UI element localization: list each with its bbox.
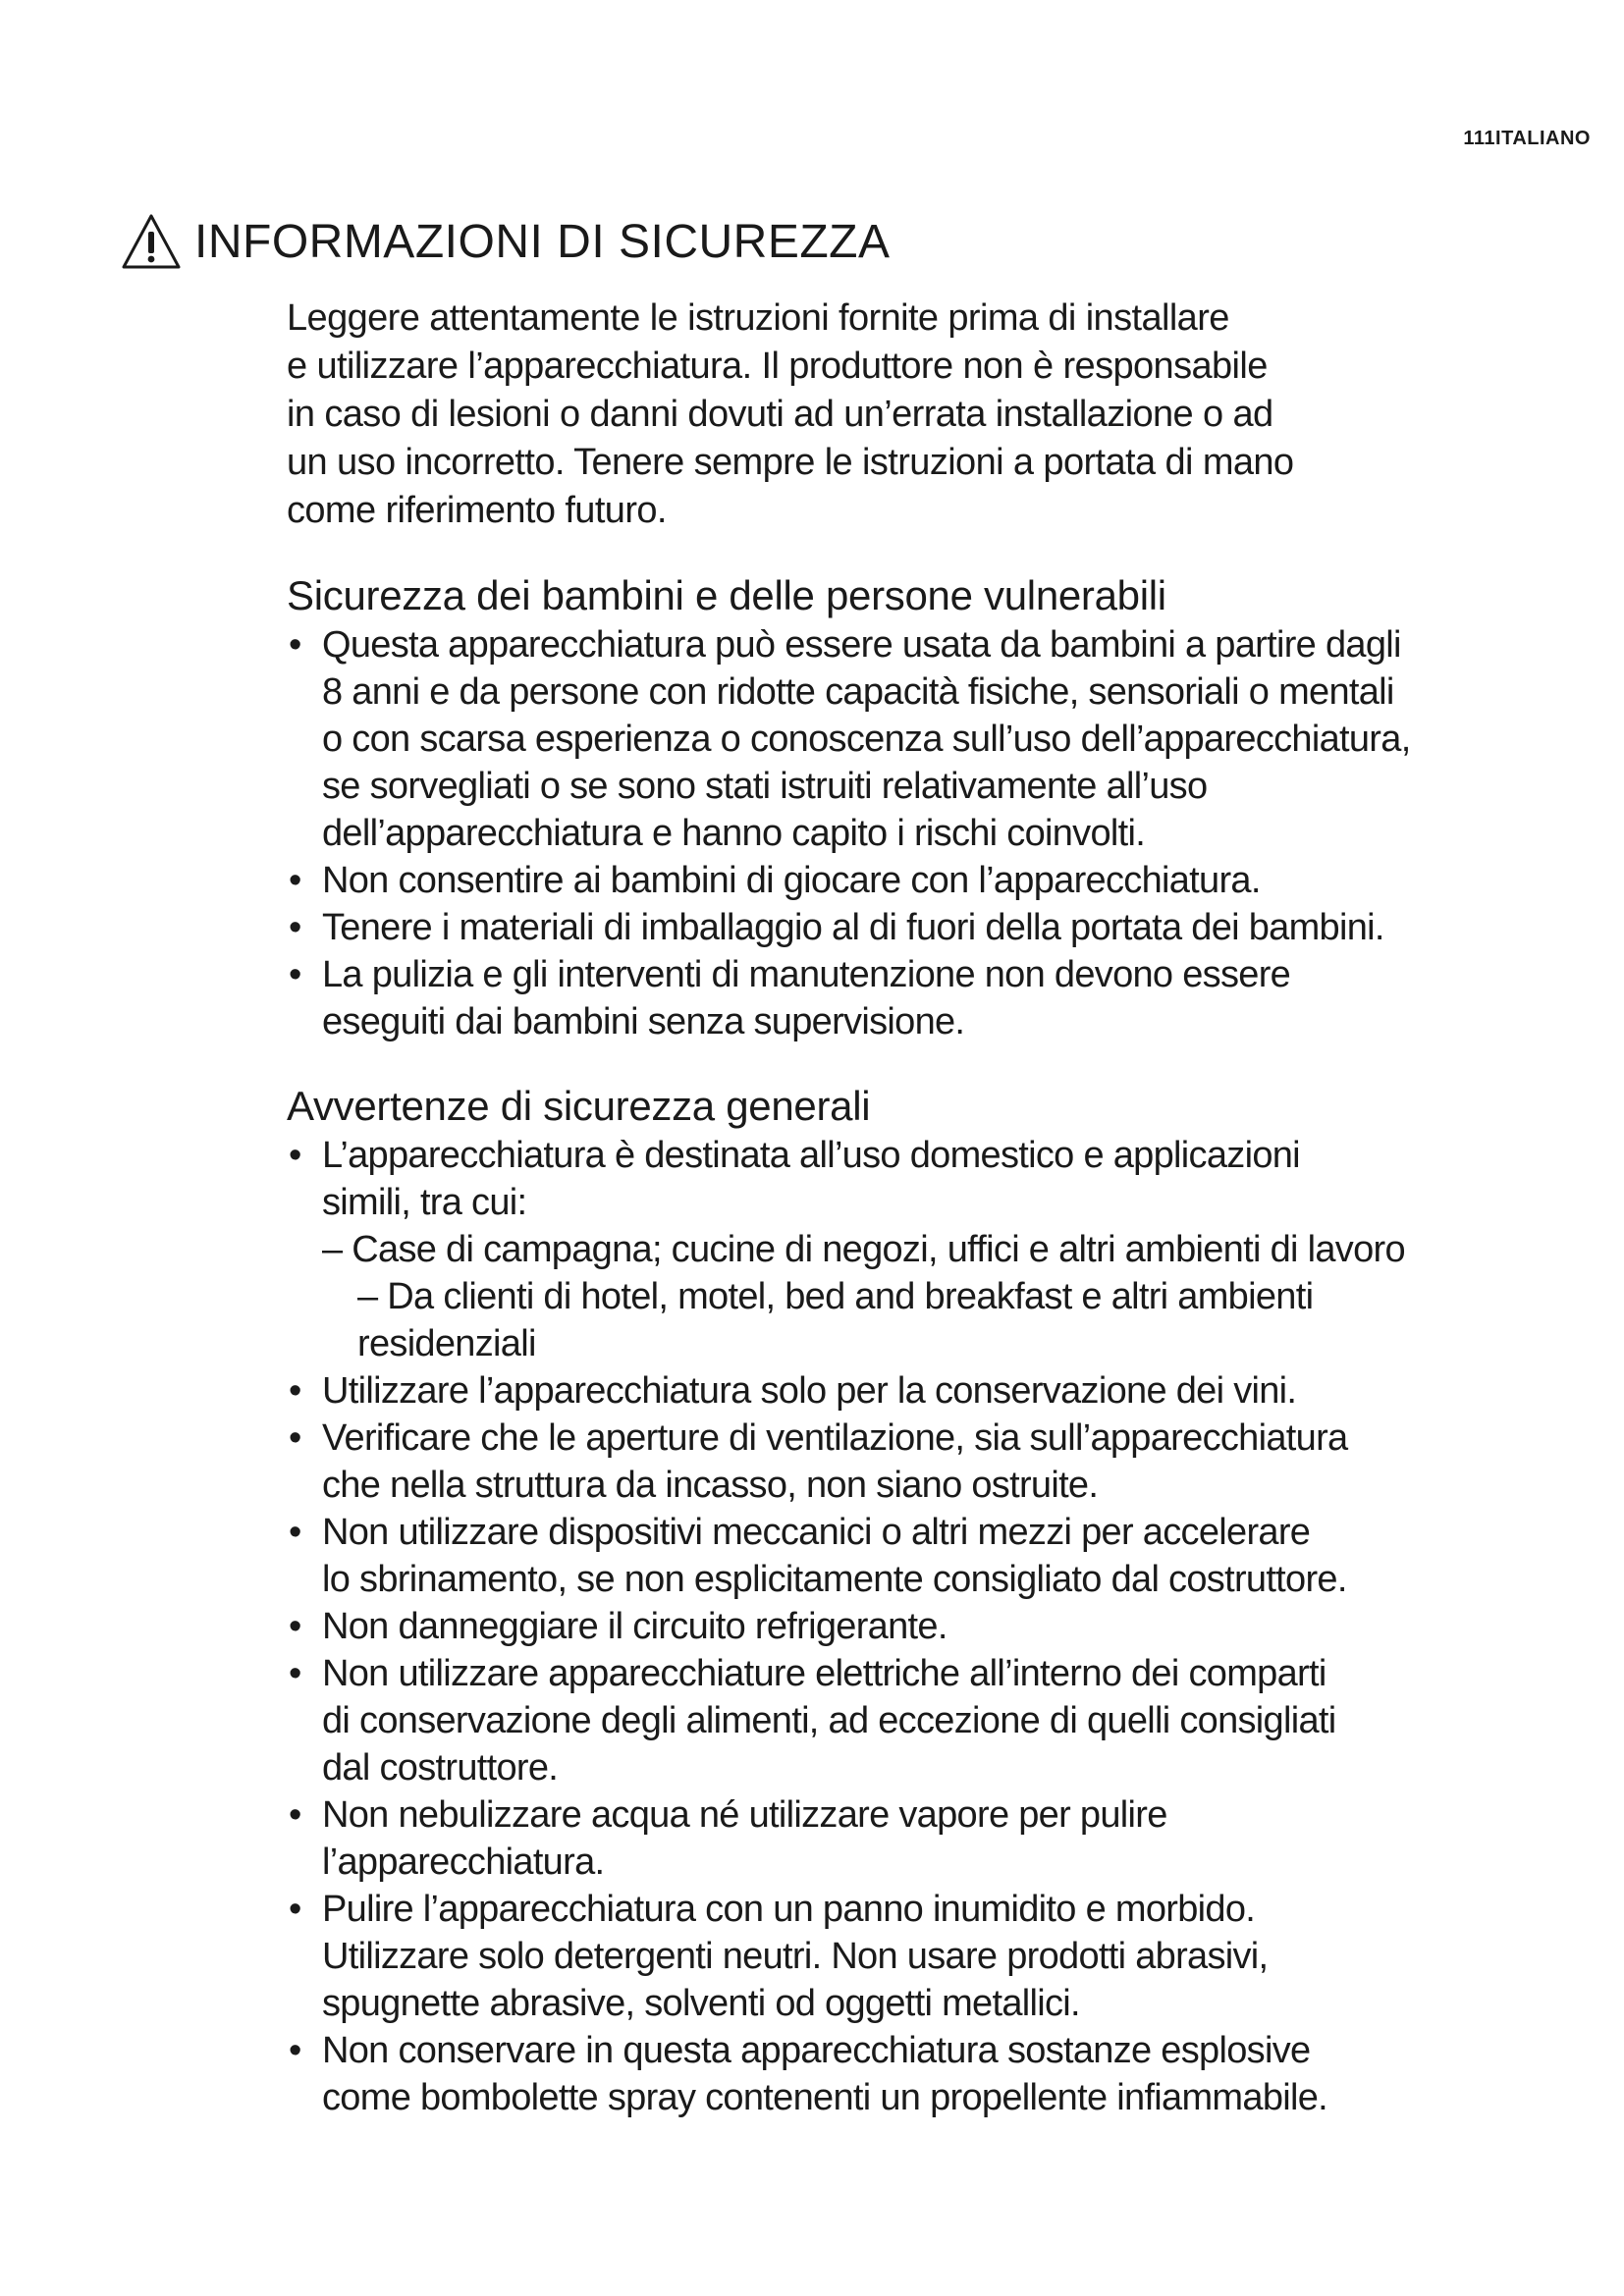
list-item (287, 1886, 1504, 2027)
intro-line: e utilizzare l’apparecchiatura. Il produttore non è responsabile (287, 346, 1268, 387)
list-item-subline: – Case di campagna; cucine di negozi, uffici e altri ambienti di lavoro (322, 1229, 1405, 1270)
list-item-line: Non consentire ai bambini di giocare con l’apparecchiatura. (322, 860, 1261, 901)
list-item-line: dal costruttore. (322, 1747, 559, 1789)
list-item-line: di conservazione degli alimenti, ad eccezione di quelli consigliati (322, 1700, 1336, 1741)
list-item (287, 1132, 1504, 1367)
intro-line: Leggere attentamente le istruzioni fornite prima di installare (287, 297, 1229, 339)
bullet-icon: • (289, 1889, 301, 1930)
list-item-line: eseguiti dai bambini senza supervisione. (322, 1001, 965, 1042)
list-item-line: l’apparecchiatura. (322, 1842, 605, 1883)
bullet-icon: • (289, 954, 301, 995)
bullet-icon: • (289, 1512, 301, 1553)
document-body (287, 294, 1504, 2121)
intro-line: un uso incorretto. Tenere sempre le istruzioni a portata di mano (287, 442, 1294, 483)
list-item-line: lo sbrinamento, se non esplicitamente consigliato dal costruttore. (322, 1559, 1347, 1600)
list-item-line: che nella struttura da incasso, non siano ostruite. (322, 1465, 1099, 1506)
intro-paragraph (287, 294, 1504, 535)
bullet-icon: • (289, 860, 301, 901)
list-item-subline: residenziali (357, 1323, 536, 1364)
list-item-line: Questa apparecchiatura può essere usata da bambini a partire dagli (322, 624, 1401, 666)
list-item-line: Utilizzare solo detergenti neutri. Non usare prodotti abrasivi, (322, 1936, 1269, 1977)
list-item-line: La pulizia e gli interventi di manutenzione non devono essere (322, 954, 1291, 995)
bullet-icon: • (289, 1135, 301, 1176)
list-item-line: spugnette abrasive, solventi od oggetti metallici. (322, 1983, 1080, 2024)
list-item-subline: – Da clienti di hotel, motel, bed and breakfast e altri ambienti (357, 1276, 1314, 1317)
list-item-line: Non utilizzare apparecchiature elettriche all’interno dei comparti (322, 1653, 1326, 1694)
bullet-icon: • (289, 624, 301, 666)
bullet-icon: • (289, 1370, 301, 1412)
list-item (287, 1791, 1504, 1886)
child-safety-list (287, 621, 1504, 1045)
bullet-icon: • (289, 1653, 301, 1694)
intro-line: come riferimento futuro. (287, 490, 667, 531)
warning-triangle-icon (120, 210, 183, 273)
list-item-line: Non nebulizzare acqua né utilizzare vapore per pulire (322, 1794, 1167, 1836)
list-item (287, 1650, 1504, 1791)
list-item (287, 951, 1504, 1045)
list-item-line: Verificare che le aperture di ventilazione, sia sull’apparecchiatura (322, 1417, 1348, 1459)
intro-line: in caso di lesioni o danni dovuti ad un’errata installazione o ad (287, 394, 1273, 435)
list-item (287, 1603, 1504, 1650)
list-item-line: o con scarsa esperienza o conoscenza sull’uso dell’apparecchiatura, (322, 719, 1411, 760)
bullet-icon: • (289, 1606, 301, 1647)
list-item (287, 2027, 1504, 2121)
list-item-line: 8 anni e da persone con ridotte capacità fisiche, sensoriali o mentali (322, 671, 1394, 713)
list-item-line: come bombolette spray contenenti un propellente infiammabile. (322, 2077, 1328, 2118)
list-item-line: Tenere i materiali di imballaggio al di fuori della portata dei bambini. (322, 907, 1384, 948)
list-item-line: Pulire l’apparecchiatura con un panno inumidito e morbido. (322, 1889, 1256, 1930)
list-item-line: Non danneggiare il circuito refrigerante. (322, 1606, 947, 1647)
bullet-icon: • (289, 2030, 301, 2071)
page-title: INFORMAZIONI DI SICUREZZA (194, 215, 891, 268)
title-row (120, 210, 891, 273)
list-item (287, 1509, 1504, 1603)
list-item-line: Utilizzare l’apparecchiatura solo per la conservazione dei vini. (322, 1370, 1297, 1412)
list-item-line: dell’apparecchiatura e hanno capito i rischi coinvolti. (322, 813, 1146, 854)
list-item-line: L’apparecchiatura è destinata all’uso domestico e applicazioni (322, 1135, 1300, 1176)
section-heading-child-safety: Sicurezza dei bambini e delle persone vulnerabili (287, 572, 1166, 618)
section-heading-general-safety: Avvertenze di sicurezza generali (287, 1083, 871, 1129)
page-header-label: 111ITALIANO (1463, 128, 1591, 149)
list-item-line: se sorvegliati o se sono stati istruiti relativamente all’uso (322, 766, 1208, 807)
list-item (287, 1367, 1504, 1415)
list-item-line: Non utilizzare dispositivi meccanici o altri mezzi per accelerare (322, 1512, 1311, 1553)
bullet-icon: • (289, 1417, 301, 1459)
general-safety-list (287, 1132, 1504, 2121)
list-item-line: simili, tra cui: (322, 1182, 527, 1223)
bullet-icon: • (289, 907, 301, 948)
list-item (287, 904, 1504, 951)
list-item (287, 857, 1504, 904)
bullet-icon: • (289, 1794, 301, 1836)
list-item-line: Non conservare in questa apparecchiatura sostanze esplosive (322, 2030, 1311, 2071)
list-item (287, 621, 1504, 857)
list-item (287, 1415, 1504, 1509)
